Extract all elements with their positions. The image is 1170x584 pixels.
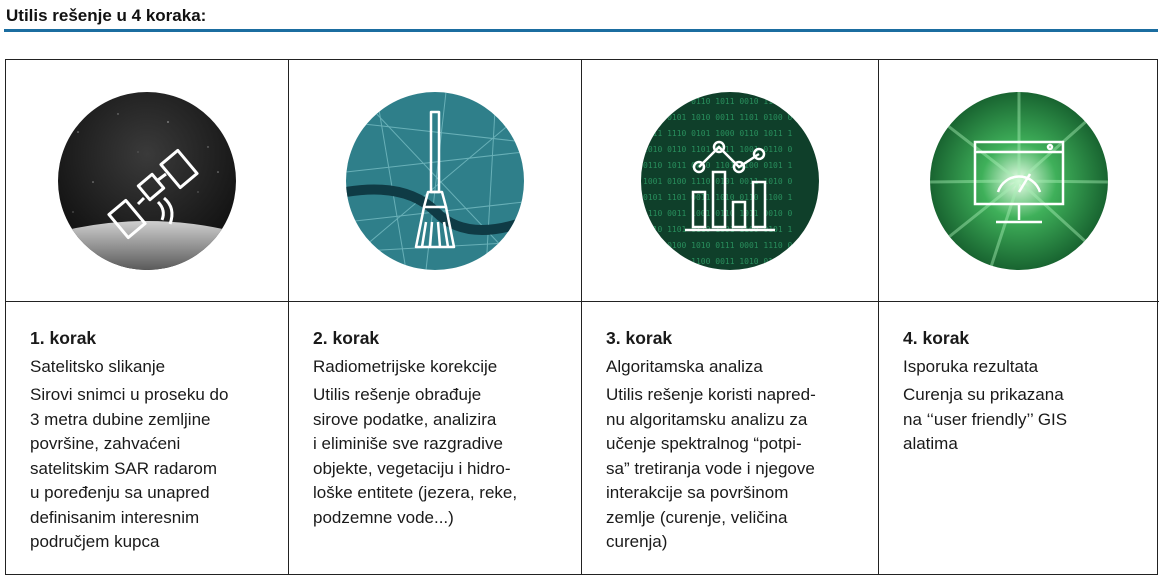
svg-text:0011 1110 0101 1000 0110 1011: 0011 1110 0101 1000 0110 1011 1: [643, 128, 793, 138]
step-3-subtitle: Algoritamska analiza: [606, 356, 763, 376]
step-4-image-cell: [879, 60, 1159, 302]
step-3-title: 3. korak: [606, 328, 673, 348]
green-burst-image: [930, 92, 1108, 270]
svg-text:0010 1101 0110 1001 1100 0101: 0010 1101 0110 1001 1100 0101 1: [643, 224, 793, 234]
step-4-text-cell: [879, 302, 1159, 574]
svg-text:0110 1011 0010 1101 1100 0101: 0110 1011 0010 1101 1100 0101 1: [643, 160, 793, 170]
step-1-text-cell: [6, 302, 289, 574]
step-4-title: 4. korak: [903, 328, 970, 348]
svg-text:1010 0110 1101 0011 1001 0110: 1010 0110 1101 0011 1001 0110 0: [643, 144, 793, 154]
steps-table: [5, 59, 1158, 575]
step-3-description: Utilis rešenje koristi napred- nu algoritamsku analizu za učenje spektralnog “potpi- sa” tretiranja vode i njegove interakcije sa površinom zemlje (curenje, veličina curenja): [606, 385, 816, 551]
svg-text:1110 0011 1001 0110 1011 0010: 1110 0011 1001 0110 1011 0010 0: [643, 208, 793, 218]
satellite-image: [58, 92, 236, 270]
step-1-title: 1. korak: [30, 328, 97, 348]
code-image: [641, 92, 819, 270]
svg-text:0101 1101 0011 1010 0110 1100: 0101 1101 0011 1010 0110 1100 1: [643, 192, 793, 202]
step-2-text-cell: [289, 302, 582, 574]
step-2-subtitle: Radiometrijske korekcije: [313, 356, 498, 376]
svg-text:1100 0101 1010 0011 1101 0100: 1100 0101 1010 0011 1101 0100 0: [643, 112, 793, 122]
step-2-image-cell: [289, 60, 582, 302]
step-2-description: Utilis rešenje obrađuje sirove podatke, analizira i eliminiše sve razgradive objekte, vegetaciju i hidro- loške entitete (jezera, reke, podzemne vode...): [313, 385, 518, 527]
step-2-title: 2. korak: [313, 328, 380, 348]
step-3-text-cell: [582, 302, 879, 574]
step-4-subtitle: Isporuka rezultata: [903, 356, 1039, 376]
title-underline: [4, 29, 1158, 32]
step-3-image-cell: [582, 60, 879, 302]
step-4-description: Curenja su prikazana na ‘‘user friendly’’ GIS alatima: [903, 385, 1068, 453]
svg-text:1001 0100 1110 0101 0011 1010: 1001 0100 1110 0101 0011 1010 0: [643, 176, 793, 186]
step-1-description: Sirovi snimci u proseku do 3 metra dubine zemljine površine, zahvaćeni satelitskim SAR radarom u poređenju sa unapred definisanim interesnim područjem kupca: [30, 385, 229, 551]
map-image: [346, 92, 524, 270]
svg-text:0110 1001 1100 0011 1010 0101: 0110 1001 1100 0011 1010 0101 1: [643, 256, 793, 266]
step-1-subtitle: Satelitsko slikanje: [30, 356, 166, 376]
svg-text:1011 0100 1010 0111 0001 1110: 1011 0100 1010 0111 0001 1110 0: [643, 240, 793, 250]
step-1-image-cell: [6, 60, 289, 302]
page-title: Utilis rešenje u 4 koraka:: [6, 6, 207, 25]
svg-text:0101 1100 0110 1011 0010 1101: 0101 1100 0110 1011 0010 1101 1: [643, 96, 793, 106]
